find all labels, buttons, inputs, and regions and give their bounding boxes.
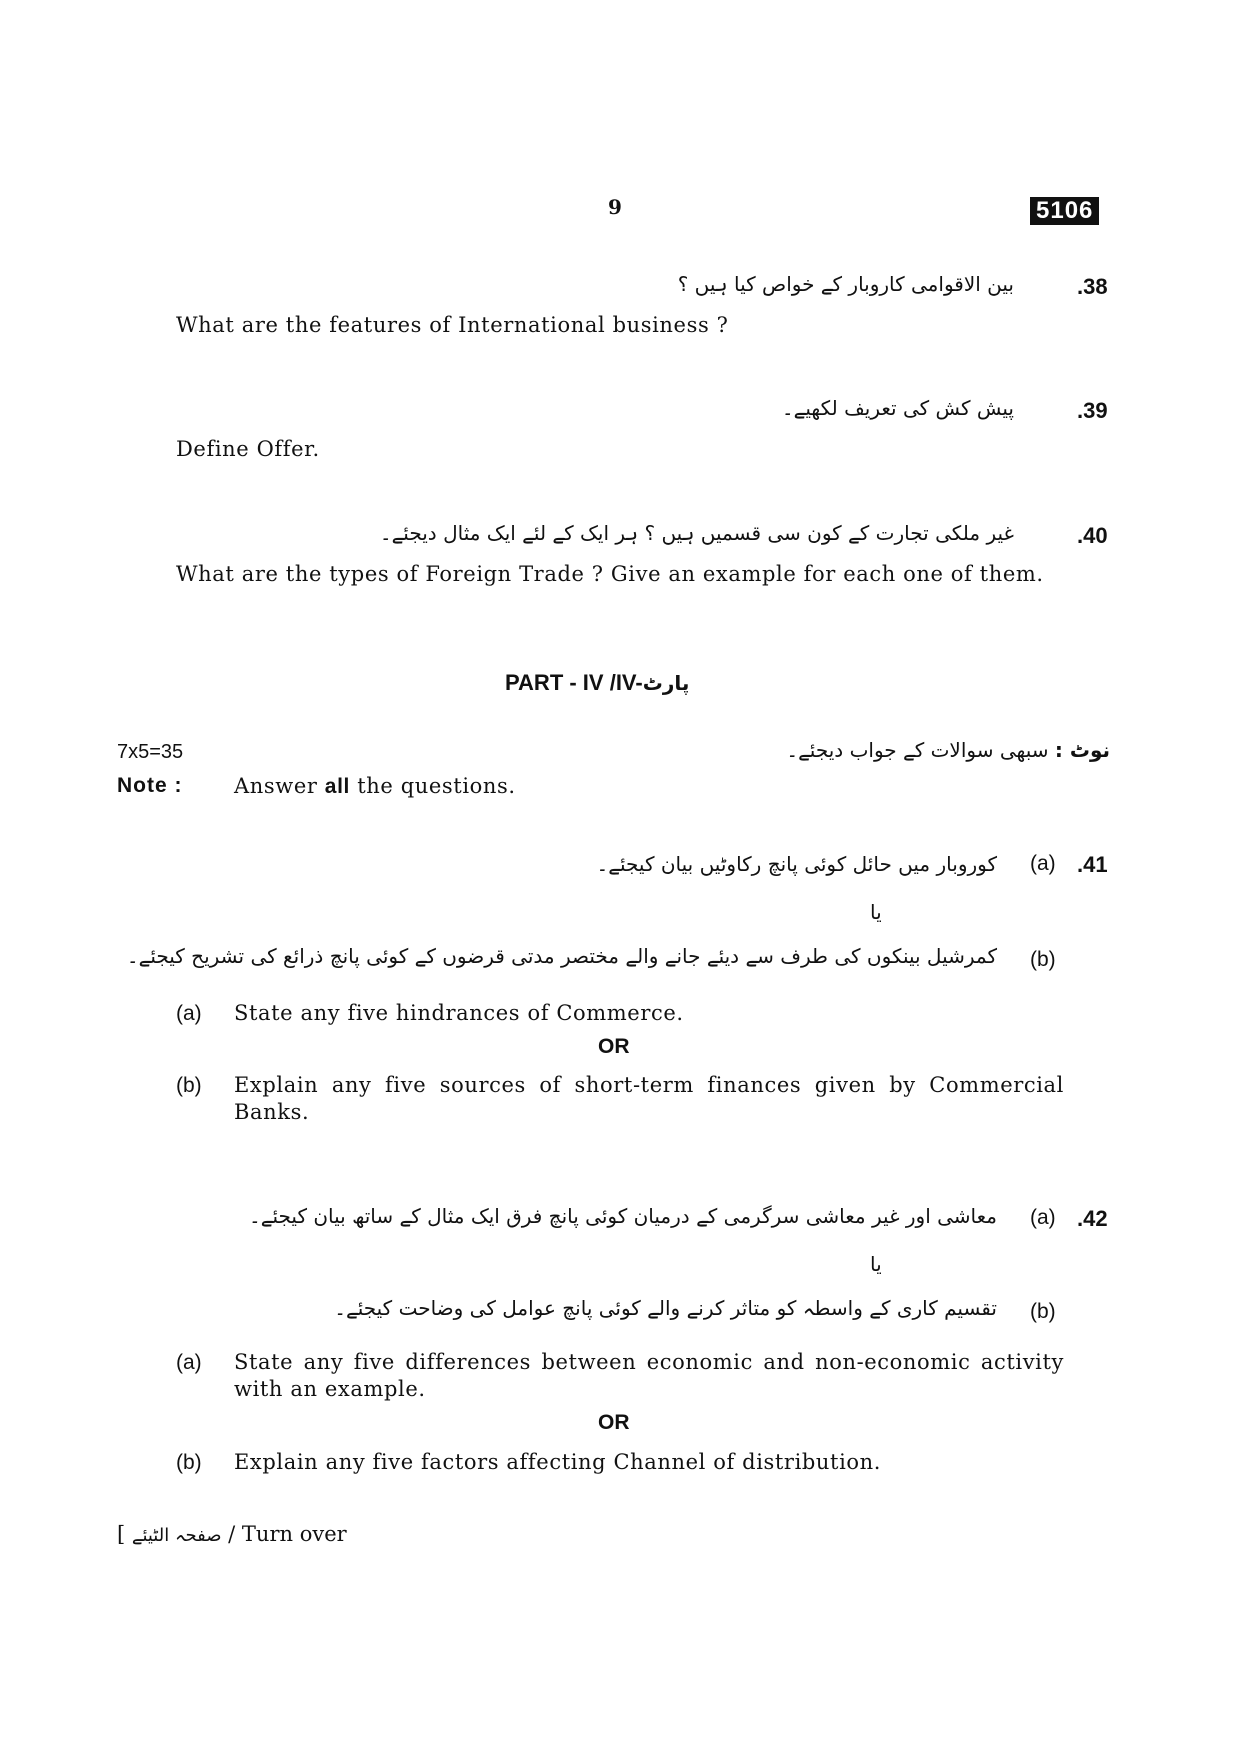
note-urdu-text: سبھی سوالات کے جواب دیجئے۔ bbox=[786, 738, 1049, 762]
note-text-before: Answer bbox=[234, 774, 318, 798]
paper-code-badge: 5106 bbox=[1030, 197, 1099, 225]
q42-english-b: Explain any five factors affecting Channel of distribution. bbox=[234, 1450, 882, 1474]
q39-urdu: پیش کش کی تعریف لکھیے۔ bbox=[781, 396, 1014, 420]
q42-urdu-a-label: (a) bbox=[1030, 1206, 1056, 1229]
q40-urdu: غیر ملکی تجارت کے کون سی قسمیں ہیں ؟ ہر ایک کے لئے ایک مثال دیجئے۔ bbox=[379, 521, 1014, 545]
q41-number: .41 bbox=[1077, 852, 1108, 877]
q38-english: What are the features of International business ? bbox=[176, 313, 729, 337]
q42-english-b-label: (b) bbox=[176, 1451, 202, 1474]
q40-number: .40 bbox=[1077, 523, 1108, 548]
q41-english-b: Explain any five sources of short-term finances given by Commercial Banks. bbox=[234, 1073, 1064, 1124]
marks-label: 7x5=35 bbox=[117, 741, 184, 763]
note-text-after: the questions. bbox=[357, 774, 516, 798]
part-title-urdu: پارٹ bbox=[642, 671, 690, 695]
footer-text: / Turn over bbox=[221, 1522, 347, 1546]
q41-or: OR bbox=[598, 1035, 630, 1058]
note-text-bold: all bbox=[324, 775, 350, 798]
q41-english-a: State any five hindrances of Commerce. bbox=[234, 1001, 684, 1025]
q42-english-a-label: (a) bbox=[176, 1351, 202, 1374]
q41-urdu-b-label: (b) bbox=[1030, 948, 1056, 971]
q42-urdu-or: یا bbox=[870, 1252, 882, 1276]
footer-bracket: [ bbox=[117, 1522, 126, 1546]
part-heading bbox=[505, 670, 689, 696]
turn-over-footer bbox=[117, 1522, 347, 1546]
q41-urdu-a-label: (a) bbox=[1030, 852, 1056, 875]
note-text bbox=[234, 773, 516, 800]
note-urdu-label: نوٹ : bbox=[1054, 738, 1110, 762]
q41-urdu-a: کوروبار میں حائل کوئی پانچ رکاوٹیں بیان کیجئے۔ bbox=[596, 852, 997, 876]
q42-urdu-b-label: (b) bbox=[1030, 1300, 1056, 1323]
part-title: PART - IV /IV- bbox=[505, 670, 643, 695]
note-label: Note : bbox=[117, 774, 183, 797]
q42-english-a: State any five differences between economic and non-economic activity with an example. bbox=[234, 1350, 1064, 1401]
q41-urdu-or: یا bbox=[870, 900, 882, 924]
footer-urdu: صفحہ الٹیئے bbox=[131, 1525, 222, 1546]
q39-number: .39 bbox=[1077, 398, 1108, 423]
q41-english-a-label: (a) bbox=[176, 1002, 202, 1025]
q39-english: Define Offer. bbox=[176, 437, 320, 461]
q42-or: OR bbox=[598, 1411, 630, 1434]
q42-number: .42 bbox=[1077, 1206, 1108, 1231]
q40-english: What are the types of Foreign Trade ? Give an example for each one of them. bbox=[176, 562, 1044, 586]
page-number: 9 bbox=[608, 195, 622, 219]
q42-urdu-a: معاشی اور غیر معاشی سرگرمی کے درمیان کوئی پانچ فرق ایک مثال کے ساتھ بیان کیجئے۔ bbox=[249, 1204, 997, 1228]
q41-urdu-b: کمرشیل بینکوں کی طرف سے دیئے جانے والے مختصر مدتی قرضوں کے کوئی پانچ ذرائع کی تشریح کیجئے۔ bbox=[126, 944, 997, 968]
q38-urdu: بین الاقوامی کاروبار کے خواص کیا ہیں ؟ bbox=[677, 272, 1014, 296]
q38-number: .38 bbox=[1077, 274, 1108, 299]
note-urdu bbox=[786, 738, 1110, 762]
q42-urdu-b: تقسیم کاری کے واسطہ کو متاثر کرنے والے کوئی پانچ عوامل کی وضاحت کیجئے۔ bbox=[334, 1296, 997, 1320]
q41-english-b-label: (b) bbox=[176, 1074, 202, 1097]
